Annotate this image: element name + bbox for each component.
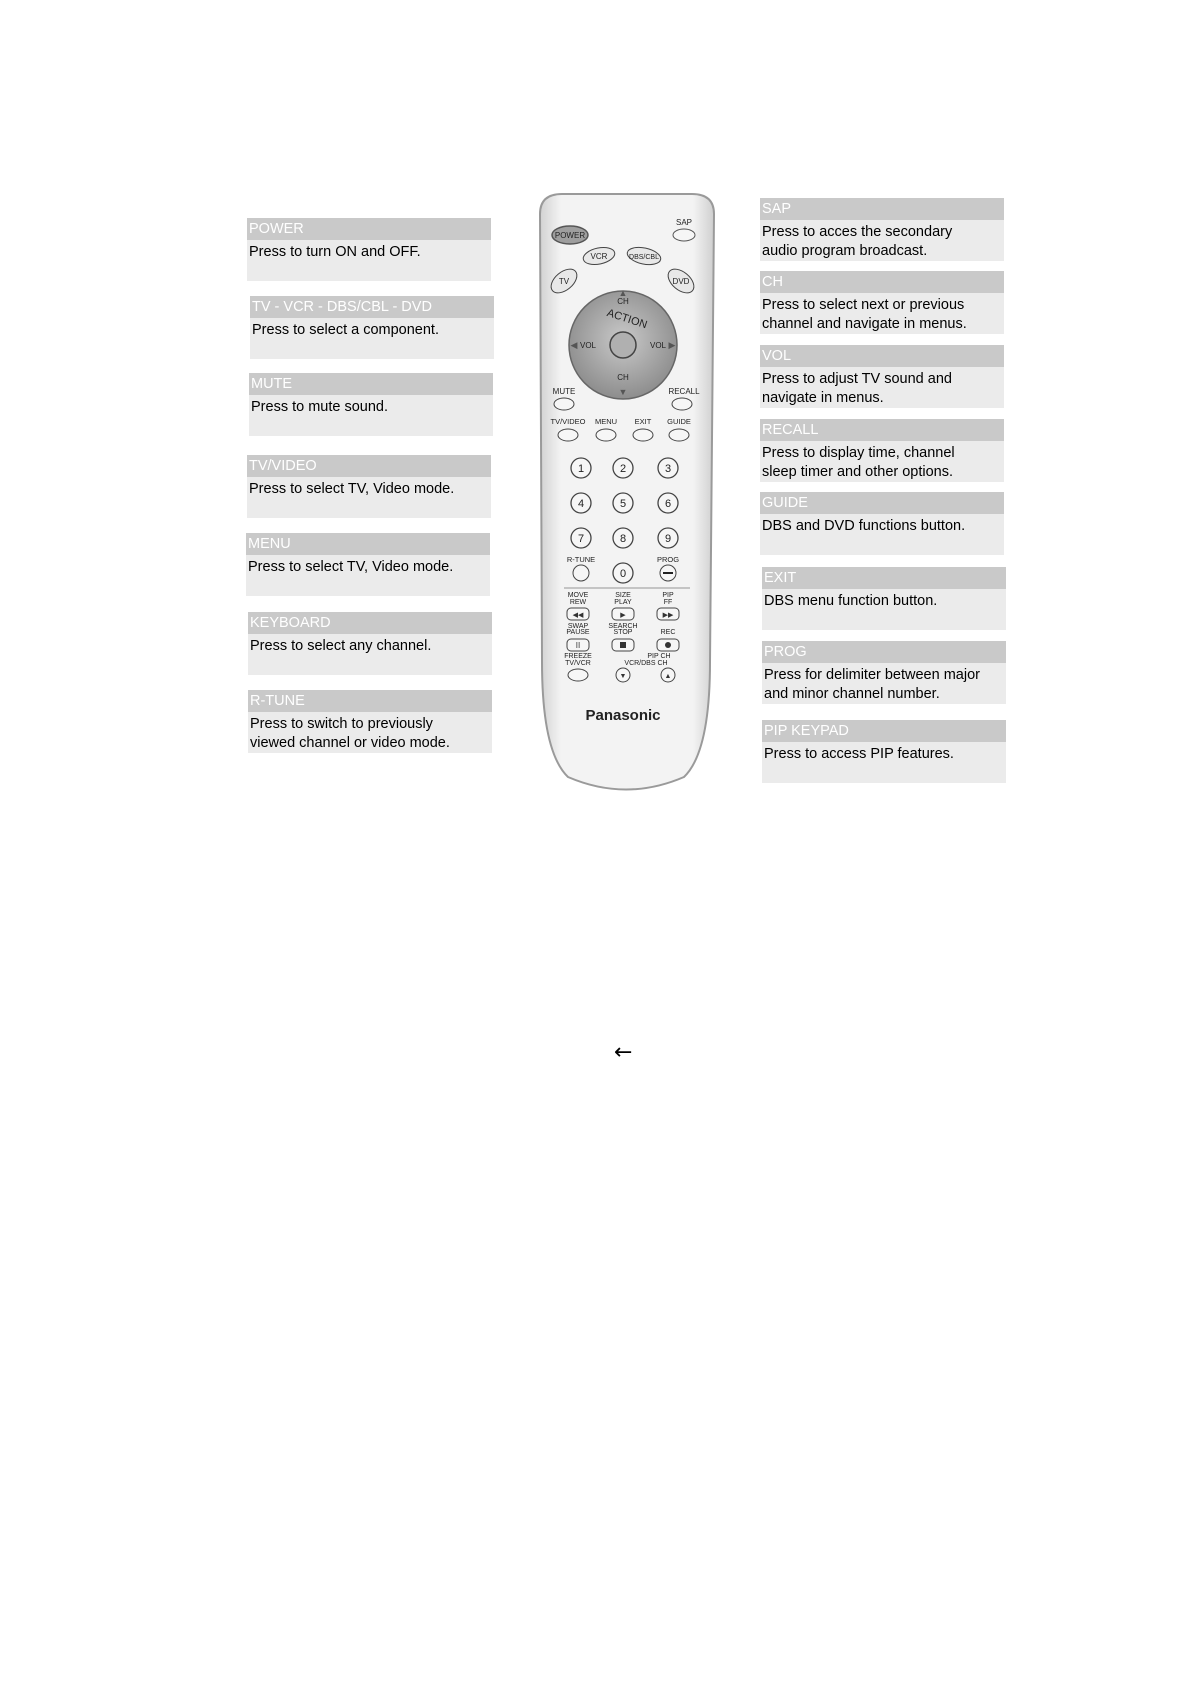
callout-text-line: Press for delimiter between major	[764, 667, 980, 683]
callout-description	[760, 293, 1004, 334]
svg-text:▶: ▶	[620, 612, 626, 619]
svg-text:FF: FF	[663, 599, 673, 606]
callout-mute	[249, 373, 493, 436]
play-button[interactable]	[612, 608, 634, 620]
vol-left-label: VOL	[579, 341, 597, 350]
vol-right-label: VOL	[649, 341, 667, 350]
left-arrow-icon: ←	[614, 1040, 633, 1065]
digit-label: 0	[619, 568, 627, 580]
svg-text:◀: ◀	[570, 340, 578, 350]
svg-text:◀◀: ◀◀	[572, 612, 584, 619]
digit-label: 7	[577, 533, 585, 545]
svg-text:POWER: POWER	[554, 231, 586, 240]
callout-title: RECALL	[760, 419, 1004, 441]
pip-ch-up-button[interactable]	[661, 668, 675, 682]
svg-text:▶▶: ▶▶	[662, 612, 674, 619]
svg-text:GUIDE: GUIDE	[667, 417, 691, 426]
tv-video-button[interactable]	[558, 429, 578, 441]
callout-description	[760, 514, 1004, 536]
digit-label: 5	[619, 498, 627, 510]
mute-button[interactable]	[554, 398, 574, 410]
callout-prog	[762, 641, 1006, 704]
digit-label: 4	[577, 498, 585, 510]
digit-0-button[interactable]	[613, 563, 633, 583]
brand-logo: Panasonic	[585, 707, 661, 724]
callout-text-line: navigate in menus.	[762, 390, 884, 406]
svg-text:VCR/DBS CH: VCR/DBS CH	[624, 660, 668, 667]
callout-text-line: Press to access PIP features.	[764, 746, 954, 762]
callout-description	[762, 663, 1006, 704]
svg-text:REC: REC	[660, 629, 676, 636]
sap-button[interactable]	[673, 229, 695, 241]
callout-text-line: and minor channel number.	[764, 686, 940, 702]
svg-text:EXIT: EXIT	[634, 417, 652, 426]
rew-button[interactable]	[567, 608, 589, 620]
svg-text:SWAP: SWAP	[567, 623, 589, 630]
callout-title: POWER	[247, 218, 491, 240]
guide-button[interactable]	[669, 429, 689, 441]
callout-text-line: Press to adjust TV sound and	[762, 371, 952, 387]
callout-text-line: DBS and DVD functions button.	[762, 518, 966, 534]
callout-guide	[760, 492, 1004, 555]
callout-description	[250, 318, 494, 340]
digit-label: 2	[619, 463, 627, 475]
svg-text:SEARCH: SEARCH	[608, 623, 638, 630]
callout-description	[247, 240, 491, 262]
callout-component	[250, 296, 494, 359]
callout-description	[762, 742, 1006, 764]
svg-text:II: II	[575, 641, 581, 650]
callout-exit	[762, 567, 1006, 630]
ch-up-label: CH	[617, 297, 629, 306]
recall-button[interactable]	[672, 398, 692, 410]
menu-button[interactable]	[596, 429, 616, 441]
callout-description	[760, 367, 1004, 408]
digit-label: 6	[664, 498, 672, 510]
callout-sap	[760, 198, 1004, 261]
callout-title: CH	[760, 271, 1004, 293]
callout-description	[762, 589, 1006, 611]
callout-keyboard	[248, 612, 492, 675]
svg-text:PLAY: PLAY	[614, 599, 632, 606]
callout-title: SAP	[760, 198, 1004, 220]
svg-text:▲: ▲	[664, 673, 672, 680]
svg-text:MENU: MENU	[594, 417, 618, 426]
remote-control-illustration	[534, 192, 718, 792]
pause-button[interactable]	[567, 639, 589, 651]
exit-button[interactable]	[633, 429, 653, 441]
callout-text-line: Press to select a component.	[252, 322, 439, 338]
svg-text:TV/VCR: TV/VCR	[565, 660, 591, 667]
callout-description	[248, 712, 492, 753]
svg-text:TV: TV	[558, 277, 570, 286]
callout-description	[248, 634, 492, 656]
svg-text:▲: ▲	[618, 288, 628, 298]
digit-8-button[interactable]	[613, 528, 633, 548]
callout-title: PIP KEYPAD	[762, 720, 1006, 742]
mute-label: MUTE	[552, 387, 576, 396]
callout-text-line: Press to select next or previous	[762, 297, 965, 313]
callout-text-line: Press to select any channel.	[250, 638, 432, 654]
prog-button[interactable]	[660, 565, 676, 581]
action-label: ACTION	[605, 307, 649, 332]
callout-text-line: audio program broadcast.	[762, 243, 928, 259]
callout-title: EXIT	[762, 567, 1006, 589]
rec-button[interactable]	[657, 639, 679, 651]
callout-text-line: Press to acces the secondary	[762, 224, 953, 240]
freeze-button[interactable]	[568, 669, 588, 681]
callout-text-line: Press to select TV, Video mode.	[249, 481, 455, 497]
callout-pip	[762, 720, 1006, 783]
svg-text:▶: ▶	[668, 340, 676, 350]
pip-ch-down-button[interactable]	[616, 668, 630, 682]
recall-label: RECALL	[668, 387, 700, 396]
callout-title: MENU	[246, 533, 490, 555]
digit-1-button[interactable]	[571, 458, 591, 478]
digit-label: 8	[619, 533, 627, 545]
svg-text:PAUSE: PAUSE	[566, 629, 590, 636]
svg-text:DBS/CBL: DBS/CBL	[629, 254, 659, 261]
svg-text:TV/VIDEO: TV/VIDEO	[550, 417, 586, 426]
callout-description	[760, 441, 1004, 482]
digit-5-button[interactable]	[613, 493, 633, 513]
callout-title: MUTE	[249, 373, 493, 395]
svg-text:PIP CH: PIP CH	[647, 653, 671, 660]
callout-recall	[760, 419, 1004, 482]
svg-text:▼: ▼	[619, 673, 627, 680]
callout-tvvideo	[247, 455, 491, 518]
callout-text-line: Press to switch to previously	[250, 716, 433, 732]
callout-description	[247, 477, 491, 499]
svg-text:MOVE: MOVE	[567, 592, 589, 599]
svg-text:VCR: VCR	[590, 252, 608, 261]
callout-description	[760, 220, 1004, 261]
svg-text:REW: REW	[569, 599, 587, 606]
callout-text-line: channel and navigate in menus.	[762, 316, 967, 332]
r-tune-button[interactable]	[573, 565, 589, 581]
callout-title: TV - VCR - DBS/CBL - DVD	[250, 296, 494, 318]
callout-title: TV/VIDEO	[247, 455, 491, 477]
digit-7-button[interactable]	[571, 528, 591, 548]
callout-description	[246, 555, 490, 577]
callout-title: KEYBOARD	[248, 612, 492, 634]
callout-vol	[760, 345, 1004, 408]
digit-4-button[interactable]	[571, 493, 591, 513]
prog-label: PROG	[656, 555, 680, 564]
svg-text:DVD: DVD	[672, 277, 690, 286]
callout-menu	[246, 533, 490, 596]
digit-3-button[interactable]	[658, 458, 678, 478]
digit-label: 9	[664, 533, 672, 545]
digit-label: 3	[664, 463, 672, 475]
callout-text-line: viewed channel or video mode.	[250, 735, 450, 751]
callout-title: PROG	[762, 641, 1006, 663]
callout-text-line: Press to select TV, Video mode.	[248, 559, 454, 575]
ff-button[interactable]	[657, 608, 679, 620]
stop-button[interactable]	[612, 639, 634, 651]
callout-description	[249, 395, 493, 417]
svg-text:▼: ▼	[618, 387, 628, 397]
callout-text-line: Press to turn ON and OFF.	[249, 244, 421, 260]
callout-title: R-TUNE	[248, 690, 492, 712]
digit-6-button[interactable]	[658, 493, 678, 513]
callout-rtune	[248, 690, 492, 753]
callout-title: GUIDE	[760, 492, 1004, 514]
callout-text-line: sleep timer and other options.	[762, 464, 954, 480]
callout-text-line: DBS menu function button.	[764, 593, 938, 609]
svg-text:SIZE: SIZE	[615, 592, 631, 599]
callout-text-line: Press to display time, channel	[762, 445, 955, 461]
callout-title: VOL	[760, 345, 1004, 367]
callout-power	[247, 218, 491, 281]
svg-text:PIP: PIP	[662, 592, 674, 599]
digit-label: 1	[577, 463, 585, 475]
svg-text:FREEZE: FREEZE	[564, 653, 592, 660]
digit-2-button[interactable]	[613, 458, 633, 478]
callout-ch	[760, 271, 1004, 334]
digit-9-button[interactable]	[658, 528, 678, 548]
ch-down-label: CH	[617, 373, 629, 382]
power-button[interactable]	[552, 226, 588, 244]
callout-text-line: Press to mute sound.	[251, 399, 389, 415]
r-tune-label: R-TUNE	[566, 555, 596, 564]
svg-text:STOP: STOP	[613, 629, 633, 636]
sap-label: SAP	[675, 218, 693, 227]
